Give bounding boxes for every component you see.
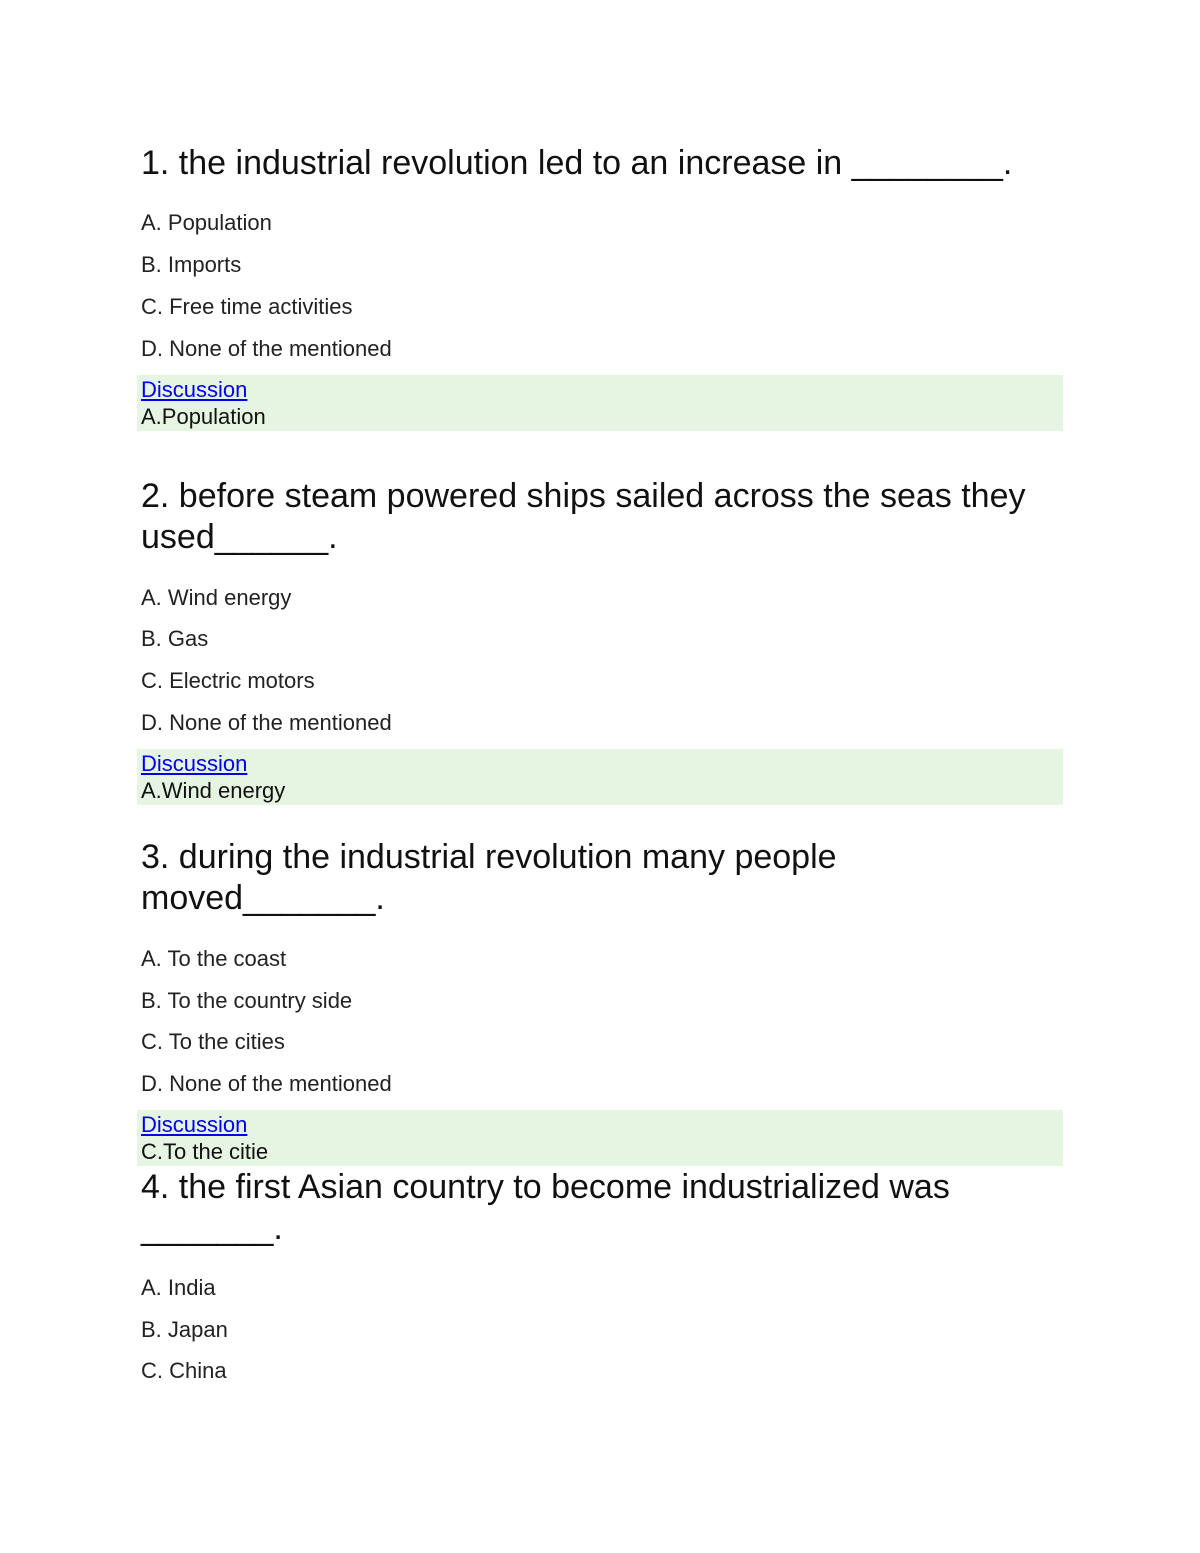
question-3-title: 3. during the industrial revolution many people moved_______. <box>141 838 846 917</box>
question-1-option-a: A. Population <box>141 210 272 235</box>
question-3-option-a: A. To the coast <box>141 946 287 971</box>
question-1-title: 1. the industrial revolution led to an increase in ________. <box>141 144 1013 182</box>
question-1-discussion-link[interactable]: Discussion <box>141 377 248 402</box>
question-1-option-c: C. Free time activities <box>141 294 353 319</box>
question-2-option-b: B. Gas <box>141 626 209 651</box>
question-2-option-c: C. Electric motors <box>141 668 315 693</box>
question-4-option-c: C. China <box>141 1358 227 1383</box>
question-2-answer: A.Wind energy <box>141 778 286 803</box>
question-1-answer: A.Population <box>141 404 266 429</box>
question-2-title: 2. before steam powered ships sailed across the seas they used______. <box>141 477 1035 556</box>
question-3-answer: C.To the citie <box>141 1139 269 1164</box>
question-3-option-b: B. To the country side <box>141 988 353 1013</box>
question-1-option-b: B. Imports <box>141 252 242 277</box>
question-2-option-a: A. Wind energy <box>141 585 292 610</box>
question-2-discussion-link[interactable]: Discussion <box>141 751 248 776</box>
question-4-option-b: B. Japan <box>141 1317 228 1342</box>
question-2-option-d: D. None of the mentioned <box>141 710 392 735</box>
question-4-option-a: A. India <box>141 1275 216 1300</box>
question-1-option-d: D. None of the mentioned <box>141 336 392 361</box>
question-4-title: 4. the first Asian country to become industrialized was _______. <box>141 1168 960 1247</box>
question-3-option-d: D. None of the mentioned <box>141 1071 392 1096</box>
question-3-option-c: C. To the cities <box>141 1029 285 1054</box>
question-3-discussion-link[interactable]: Discussion <box>141 1112 248 1137</box>
question-2-discussion-box <box>137 749 1063 805</box>
question-3-discussion-box <box>137 1110 1063 1166</box>
question-1-discussion-box <box>137 375 1063 431</box>
